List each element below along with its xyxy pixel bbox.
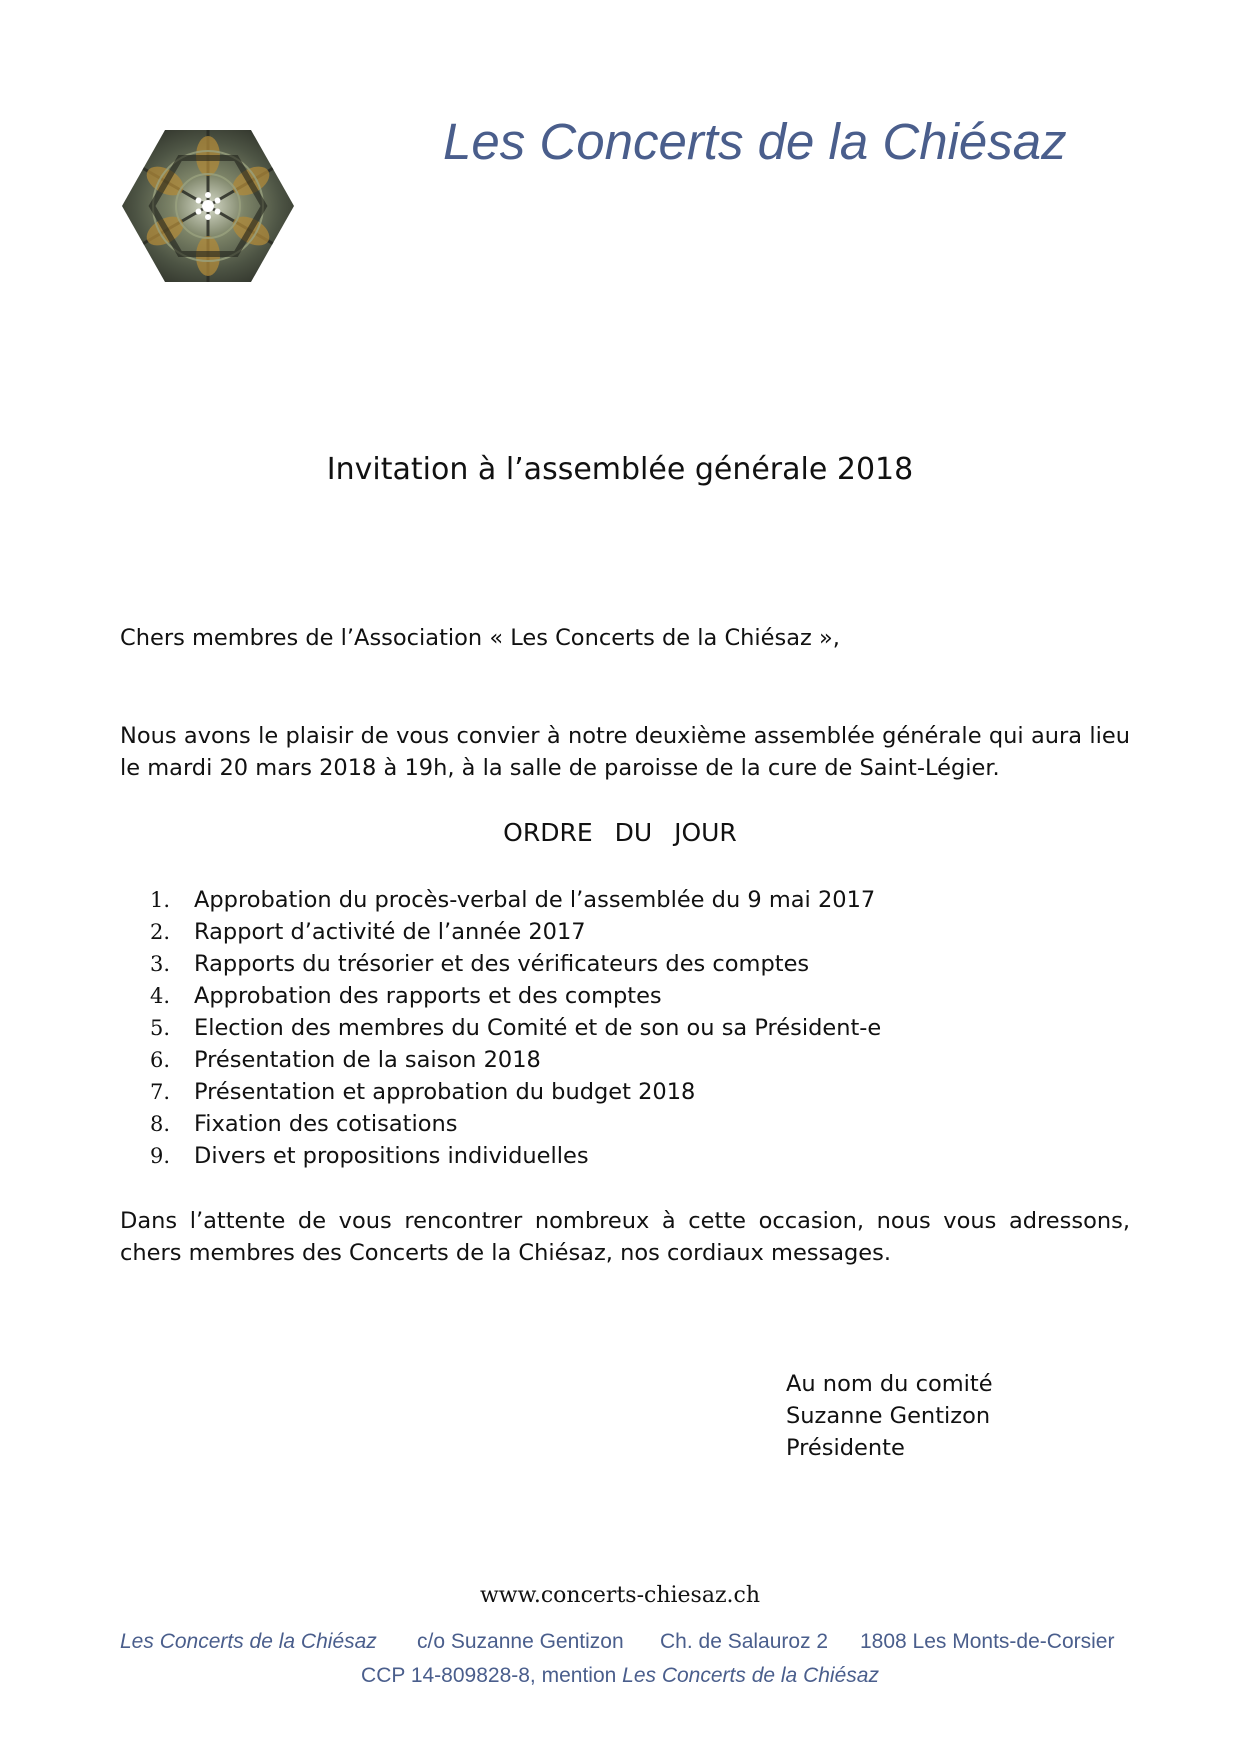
footer-city: 1808 Les Monts-de-Corsier (860, 1630, 1115, 1653)
agenda-heading: ORDRE DU JOUR (503, 818, 737, 847)
agenda-item-number: 7. (150, 1080, 171, 1104)
agenda-item-text: Divers et propositions individuelles (194, 1143, 589, 1169)
page-title: Invitation à l’assemblée générale 2018 (326, 452, 914, 487)
agenda-item-number: 3. (150, 952, 171, 976)
agenda-item (150, 1044, 881, 1076)
footer-ccp (0, 1664, 1240, 1688)
agenda-item (150, 1012, 881, 1044)
footer-org: Les Concerts de la Chiésaz (120, 1630, 377, 1653)
agenda-item-number: 6. (150, 1048, 171, 1072)
intro-paragraph: Nous avons le plaisir de vous convier à notre deuxième assemblée générale qui aura lieu le mardi 20 mars 2018 à 19h, à la salle de paroisse de la cure de Saint-Légier. (120, 723, 1130, 781)
agenda-item-number: 5. (150, 1016, 171, 1040)
salutation: Chers membres de l’Association « Les Concerts de la Chiésaz », (120, 625, 840, 651)
agenda-item (150, 916, 881, 948)
agenda-list (150, 884, 881, 1172)
footer-ccp-org: Les Concerts de la Chiésaz (622, 1664, 879, 1687)
agenda-item (150, 1140, 881, 1172)
signature-block (786, 1368, 993, 1464)
footer-ccp-prefix: CCP 14-809828-8, mention (361, 1664, 623, 1687)
signature-line-committee: Au nom du comité (786, 1371, 993, 1397)
agenda-item-text: Rapports du trésorier et des vérificateurs des comptes (194, 951, 810, 977)
agenda-item-number: 9. (150, 1144, 171, 1168)
agenda-item (150, 948, 881, 980)
closing-paragraph: Dans l’attente de vous rencontrer nombreux à cette occasion, nous vous adressons, chers membres des Concerts de la Chiésaz, nos cordiaux messages. (120, 1208, 1130, 1266)
agenda-item-text: Rapport d’activité de l’année 2017 (194, 919, 586, 945)
footer-care-of: c/o Suzanne Gentizon (417, 1630, 624, 1653)
agenda-item (150, 980, 881, 1012)
agenda-item-number: 4. (150, 984, 171, 1008)
agenda-item-number: 2. (150, 920, 171, 944)
signature-name: Suzanne Gentizon (786, 1403, 991, 1429)
agenda-item-text: Présentation de la saison 2018 (194, 1047, 541, 1073)
agenda-item-text: Présentation et approbation du budget 2018 (194, 1079, 696, 1105)
hexagonal-kaleidoscope-logo-icon (122, 130, 294, 282)
organization-title: Les Concerts de la Chiésaz (443, 113, 1067, 170)
agenda-item-text: Fixation des cotisations (194, 1111, 458, 1137)
agenda-item (150, 884, 881, 916)
agenda-item (150, 1076, 881, 1108)
agenda-item (150, 1108, 881, 1140)
footer-street: Ch. de Salauroz 2 (660, 1630, 829, 1653)
agenda-item-number: 1. (150, 888, 171, 912)
website-link[interactable]: www.concerts-chiesaz.ch (479, 1583, 761, 1608)
signature-role: Présidente (786, 1435, 905, 1461)
agenda-item-text: Approbation du procès-verbal de l’assemblée du 9 mai 2017 (194, 887, 876, 913)
agenda-item-number: 8. (150, 1112, 171, 1136)
agenda-item-text: Approbation des rapports et des comptes (194, 983, 662, 1009)
agenda-item-text: Election des membres du Comité et de son ou sa Président-e (194, 1015, 882, 1041)
